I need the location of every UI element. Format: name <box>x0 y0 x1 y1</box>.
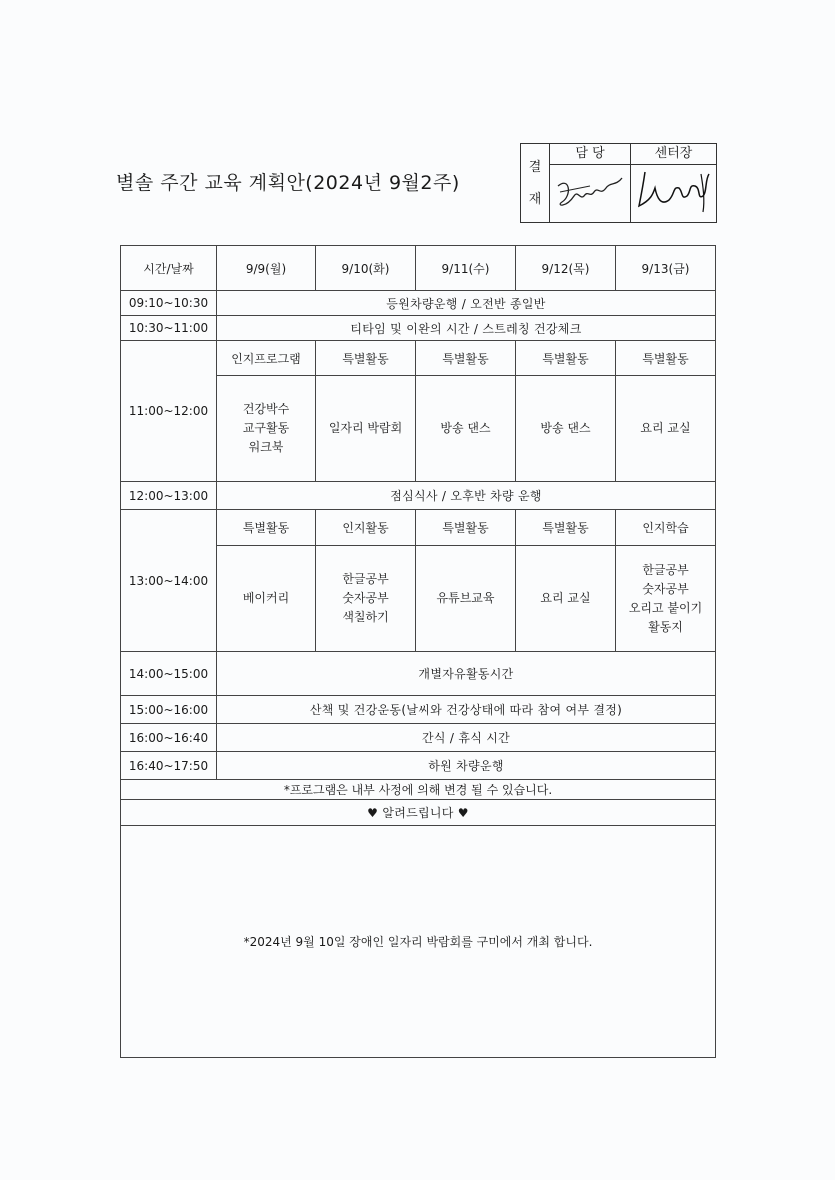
header-cell: 9/13(금) <box>616 246 716 291</box>
activity-line: 건강박수 <box>242 402 290 416</box>
activity-line: 오리고 붙이기 <box>628 600 703 615</box>
activity-line: 교구활동 <box>242 421 290 435</box>
time-cell: 16:00~16:40 <box>121 724 217 752</box>
notice-header-row <box>121 800 716 826</box>
activity-line: 한글공부 <box>642 562 689 577</box>
schedule-cell: 등원차량운행 / 오전반 종일반 <box>217 291 716 316</box>
time-cell: 11:00~12:00 <box>121 341 217 482</box>
approval-side-top: 결 <box>528 160 542 175</box>
activity-cell <box>616 546 716 652</box>
table-row <box>121 752 716 780</box>
table-row <box>121 341 716 376</box>
table-row <box>121 291 716 316</box>
activity-cell <box>616 376 716 482</box>
activity-line: 방송 댄스 <box>540 421 591 435</box>
category-cell: 특별활동 <box>316 341 416 376</box>
category-cell: 인지프로그램 <box>217 341 316 376</box>
activity-cell <box>316 376 416 482</box>
category-cell: 특별활동 <box>217 510 316 546</box>
activity-cell <box>516 376 616 482</box>
header-cell: 시간/날짜 <box>121 246 217 291</box>
schedule-cell: 티타임 및 이완의 시간 / 스트레칭 건강체크 <box>217 316 716 341</box>
schedule-cell: 점심식사 / 오후반 차량 운행 <box>217 482 716 510</box>
category-cell: 특별활동 <box>616 341 716 376</box>
notice-body-row <box>121 826 716 1058</box>
activity-line: 요리 교실 <box>640 421 691 435</box>
table-row <box>121 510 716 546</box>
schedule-table <box>120 245 716 1058</box>
activity-line: 베이커리 <box>242 591 290 605</box>
page-title: 별솔 주간 교육 계획안(2024년 9월2주) <box>116 172 460 194</box>
notice-header: ♥ 알려드립니다 ♥ <box>121 800 716 826</box>
footnote-row <box>121 780 716 800</box>
activity-cell <box>217 376 316 482</box>
activity-cell <box>416 376 516 482</box>
approval-col-manager <box>550 144 631 222</box>
activity-line: 일자리 박람회 <box>328 421 403 435</box>
activity-line: 요리 교실 <box>540 591 591 605</box>
header-cell: 9/12(목) <box>516 246 616 291</box>
category-cell: 인지학습 <box>616 510 716 546</box>
header-cell: 9/9(월) <box>217 246 316 291</box>
table-row <box>121 724 716 752</box>
activity-line: 유튜브교육 <box>436 591 495 605</box>
time-cell: 14:00~15:00 <box>121 652 217 696</box>
table-row <box>121 316 716 341</box>
director-signature <box>631 166 716 220</box>
activity-line: 워크북 <box>248 440 284 454</box>
approval-side-bottom: 재 <box>528 192 542 207</box>
approval-col-manager-label: 담 당 <box>550 144 630 165</box>
notice-body: *2024년 9월 10일 장애인 일자리 박람회를 구미에서 개최 합니다. <box>121 826 716 1058</box>
activity-cell <box>217 546 316 652</box>
activity-line: 한글공부 <box>342 572 389 586</box>
table-row <box>121 696 716 724</box>
time-cell: 10:30~11:00 <box>121 316 217 341</box>
activity-line: 색칠하기 <box>342 610 389 624</box>
header-cell: 9/11(수) <box>416 246 516 291</box>
approval-box <box>520 143 717 223</box>
table-header-row <box>121 246 716 291</box>
activity-line: 활동지 <box>648 619 683 634</box>
time-cell: 12:00~13:00 <box>121 482 217 510</box>
activity-line: 방송 댄스 <box>440 421 491 435</box>
approval-side-label <box>521 144 550 222</box>
time-cell: 15:00~16:00 <box>121 696 217 724</box>
schedule-cell: 산책 및 건강운동(날씨와 건강상태에 따라 참여 여부 결정) <box>217 696 716 724</box>
schedule-cell: 간식 / 휴식 시간 <box>217 724 716 752</box>
activity-line: 숫자공부 <box>642 581 689 596</box>
category-cell: 특별활동 <box>516 341 616 376</box>
time-cell: 16:40~17:50 <box>121 752 217 780</box>
activity-cell <box>316 546 416 652</box>
schedule-cell: 개별자유활동시간 <box>217 652 716 696</box>
activity-line: 숫자공부 <box>342 591 389 605</box>
time-cell: 09:10~10:30 <box>121 291 217 316</box>
table-row <box>121 482 716 510</box>
time-cell: 13:00~14:00 <box>121 510 217 652</box>
header-cell: 9/10(화) <box>316 246 416 291</box>
activity-cell <box>516 546 616 652</box>
activity-cell <box>416 546 516 652</box>
approval-col-director-label: 센터장 <box>631 144 716 165</box>
table-row <box>121 652 716 696</box>
category-cell: 특별활동 <box>416 510 516 546</box>
schedule-cell: 하원 차량운행 <box>217 752 716 780</box>
category-cell: 특별활동 <box>416 341 516 376</box>
category-cell: 인지활동 <box>316 510 416 546</box>
manager-signature <box>550 166 630 220</box>
footnote: *프로그램은 내부 사정에 의해 변경 될 수 있습니다. <box>121 780 716 800</box>
category-cell: 특별활동 <box>516 510 616 546</box>
approval-col-director <box>631 144 716 222</box>
